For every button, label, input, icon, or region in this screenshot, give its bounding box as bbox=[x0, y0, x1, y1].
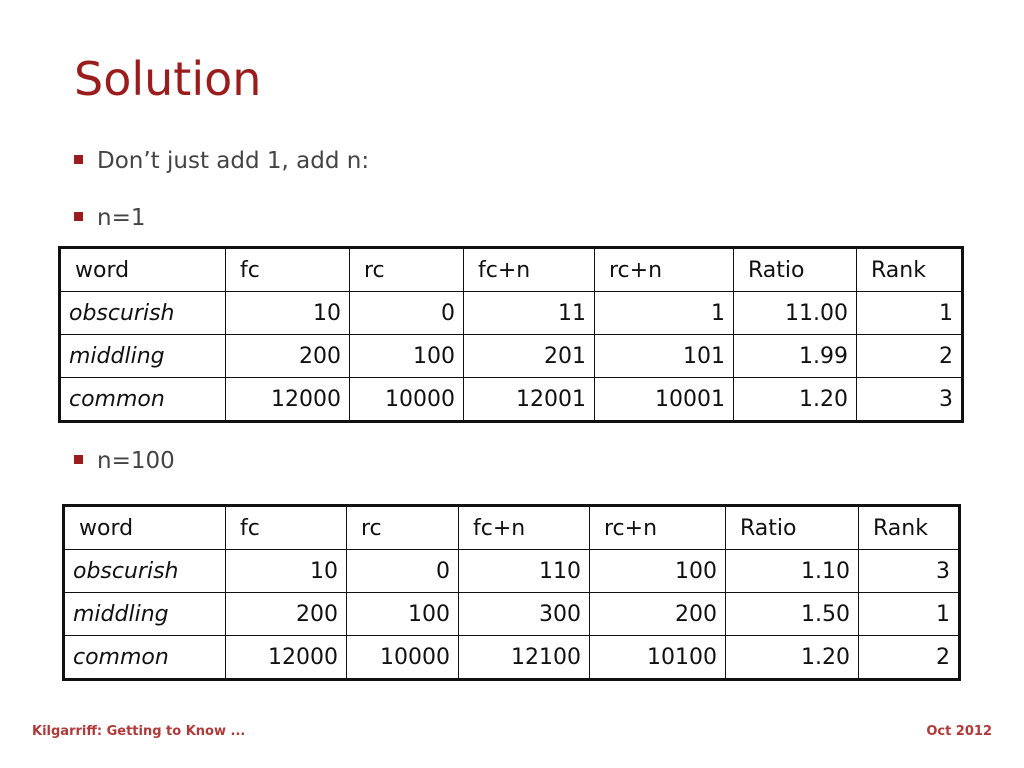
bullet-text: n=1 bbox=[97, 205, 146, 231]
cell-fc: 10 bbox=[226, 550, 347, 593]
cell-fc-plus-n: 201 bbox=[464, 335, 595, 378]
cell-fc-plus-n: 12001 bbox=[464, 378, 595, 422]
table-n1 bbox=[58, 246, 964, 423]
column-header-rank: Rank bbox=[859, 506, 960, 550]
cell-ratio: 1.50 bbox=[726, 593, 859, 636]
table-row bbox=[60, 378, 963, 422]
footer-citation: Kilgarriff: Getting to Know ... bbox=[32, 724, 246, 739]
column-header-rc: rc bbox=[350, 248, 464, 292]
column-header-word: word bbox=[60, 248, 226, 292]
column-header-fc: fc bbox=[226, 506, 347, 550]
cell-rc: 10000 bbox=[350, 378, 464, 422]
column-header-fc-plus-n: fc+n bbox=[459, 506, 590, 550]
cell-word: middling bbox=[64, 593, 226, 636]
cell-fc: 12000 bbox=[226, 378, 350, 422]
cell-fc-plus-n: 11 bbox=[464, 292, 595, 335]
bullet-text: Don’t just add 1, add n: bbox=[97, 148, 370, 174]
cell-rc: 0 bbox=[347, 550, 459, 593]
cell-rank: 1 bbox=[857, 292, 963, 335]
square-bullet-icon bbox=[74, 455, 83, 464]
column-header-ratio: Ratio bbox=[726, 506, 859, 550]
slide-title: Solution bbox=[74, 52, 262, 106]
cell-word: middling bbox=[60, 335, 226, 378]
cell-ratio: 1.20 bbox=[726, 636, 859, 680]
column-header-rc-plus-n: rc+n bbox=[595, 248, 734, 292]
cell-rank: 1 bbox=[859, 593, 960, 636]
bullet-n100 bbox=[74, 448, 175, 474]
table-row bbox=[64, 593, 960, 636]
table-row bbox=[60, 292, 963, 335]
cell-ratio: 1.20 bbox=[734, 378, 857, 422]
cell-rc-plus-n: 10100 bbox=[590, 636, 726, 680]
column-header-ratio: Ratio bbox=[734, 248, 857, 292]
bullet-add-n bbox=[74, 148, 369, 174]
cell-rank: 2 bbox=[857, 335, 963, 378]
cell-rc-plus-n: 101 bbox=[595, 335, 734, 378]
square-bullet-icon bbox=[74, 155, 83, 164]
table-header-row bbox=[60, 248, 963, 292]
column-header-word: word bbox=[64, 506, 226, 550]
bullet-text: n=100 bbox=[97, 448, 175, 474]
cell-rc: 10000 bbox=[347, 636, 459, 680]
footer-date: Oct 2012 bbox=[926, 724, 992, 739]
cell-fc: 200 bbox=[226, 335, 350, 378]
cell-rc-plus-n: 10001 bbox=[595, 378, 734, 422]
cell-fc-plus-n: 110 bbox=[459, 550, 590, 593]
table-row bbox=[60, 335, 963, 378]
cell-rc: 100 bbox=[347, 593, 459, 636]
cell-rc-plus-n: 200 bbox=[590, 593, 726, 636]
column-header-fc-plus-n: fc+n bbox=[464, 248, 595, 292]
cell-ratio: 1.99 bbox=[734, 335, 857, 378]
cell-ratio: 1.10 bbox=[726, 550, 859, 593]
bullet-n1 bbox=[74, 205, 145, 231]
square-bullet-icon bbox=[74, 212, 83, 221]
cell-rc-plus-n: 100 bbox=[590, 550, 726, 593]
cell-rank: 2 bbox=[859, 636, 960, 680]
cell-rank: 3 bbox=[857, 378, 963, 422]
cell-rc: 0 bbox=[350, 292, 464, 335]
column-header-fc: fc bbox=[226, 248, 350, 292]
cell-word: common bbox=[64, 636, 226, 680]
column-header-rc-plus-n: rc+n bbox=[590, 506, 726, 550]
table-row bbox=[64, 550, 960, 593]
cell-rc: 100 bbox=[350, 335, 464, 378]
cell-fc: 10 bbox=[226, 292, 350, 335]
column-header-rank: Rank bbox=[857, 248, 963, 292]
cell-fc-plus-n: 300 bbox=[459, 593, 590, 636]
cell-ratio: 11.00 bbox=[734, 292, 857, 335]
cell-word: common bbox=[60, 378, 226, 422]
cell-fc: 12000 bbox=[226, 636, 347, 680]
table-header-row bbox=[64, 506, 960, 550]
cell-rank: 3 bbox=[859, 550, 960, 593]
column-header-rc: rc bbox=[347, 506, 459, 550]
cell-word: obscurish bbox=[64, 550, 226, 593]
cell-rc-plus-n: 1 bbox=[595, 292, 734, 335]
table-n100 bbox=[62, 504, 961, 681]
cell-fc-plus-n: 12100 bbox=[459, 636, 590, 680]
table-row bbox=[64, 636, 960, 680]
cell-fc: 200 bbox=[226, 593, 347, 636]
cell-word: obscurish bbox=[60, 292, 226, 335]
